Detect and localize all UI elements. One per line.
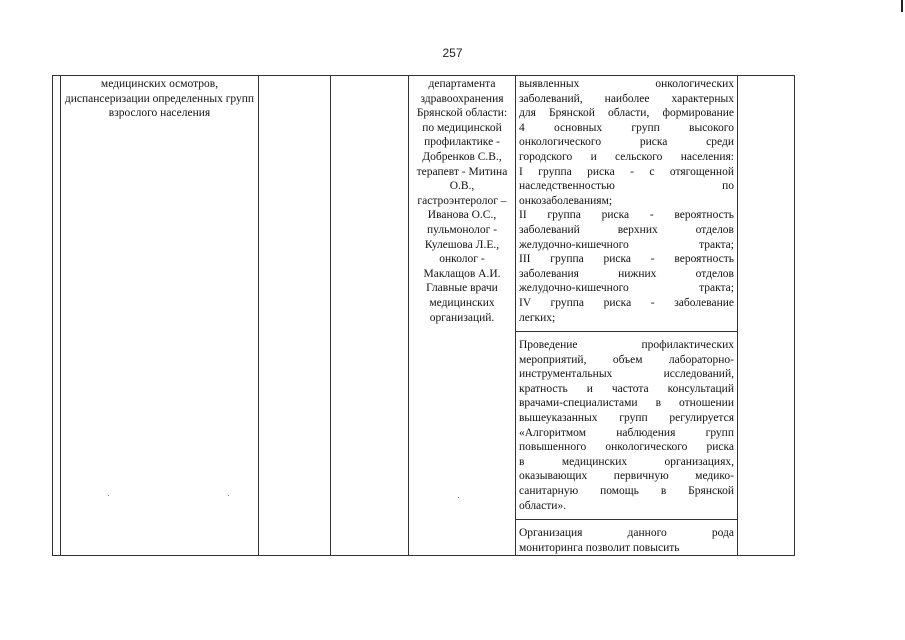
empty-cell-deadline — [259, 76, 331, 556]
text-line: области». — [519, 499, 567, 512]
text-line: II группа риска - вероятность — [519, 209, 734, 222]
text-line: санитарную помощь в Брянской — [519, 485, 734, 498]
text-line: в медицинских организациях, — [519, 455, 734, 468]
responsible-cell — [409, 76, 516, 556]
text-line: мероприятий, объем лабораторно- — [519, 353, 734, 366]
paragraph-divider — [516, 519, 737, 520]
text-line: инструментальных исследований, — [519, 368, 734, 381]
text-line: IV группа риска - заболевание — [519, 296, 734, 309]
scan-speck — [228, 495, 229, 496]
scan-speck — [108, 495, 109, 496]
index-cell — [53, 76, 61, 556]
text-line: мониторинга позволит повысить — [519, 541, 680, 554]
text-line: заболеваний, наиболее характерных — [519, 92, 734, 105]
text-line: врачами-специалистами в отношении — [519, 397, 734, 410]
prevention-paragraph — [519, 338, 734, 513]
text-line: наследственностью по — [519, 180, 734, 193]
result-cell — [516, 76, 738, 556]
text-line: I группа риска - с отягощенной — [519, 165, 734, 178]
text-line: городского и сельского населения: — [519, 150, 734, 163]
text-line: повышенного онкологического риска — [519, 441, 734, 454]
empty-cell-note — [738, 76, 795, 556]
text-line: для Брянской области, формирование — [519, 107, 734, 120]
document-table — [52, 75, 795, 556]
text-line: онкологического риска среди — [519, 136, 734, 149]
risk-groups-paragraph — [519, 77, 734, 325]
text-line: III группа риска - вероятность — [519, 253, 734, 266]
empty-cell-funding — [331, 76, 409, 556]
text-line: вышеуказанных групп регулируется — [519, 412, 734, 425]
text-line: выявленных онкологических — [519, 78, 734, 90]
text-line: кратность и частота консультаций — [519, 382, 734, 395]
page-number: 257 — [442, 46, 463, 60]
text-line: «Алгоритмом наблюдения групп — [519, 426, 734, 439]
text-line: оказывающих первичную медико- — [519, 470, 734, 483]
text-line: Проведение профилактических — [519, 339, 734, 352]
table-row — [53, 76, 795, 556]
event-text: медицинских осмотров, диспансеризации определенных групп взрослого населения — [64, 78, 255, 120]
monitoring-paragraph — [519, 526, 734, 555]
text-line: желудочно-кишечного тракта; — [519, 282, 734, 295]
text-line: заболеваний верхних отделов — [519, 223, 734, 236]
responsible-text: департамента здравоохранения Брянской области: по медицинской профилактике - Добренков С.В., терапевт - Митина О.В., гастроэнтеролог – Иванова О.С., пульмонолог - Кулешова Л.Е., онколог - Маклащов А.И. Главные врачи медицинских организаций. — [416, 78, 508, 324]
event-cell — [61, 76, 259, 556]
text-line: желудочно-кишечного тракта; — [519, 238, 734, 251]
scan-edge-mark — [901, 0, 903, 12]
text-line: Организация данного рода — [519, 527, 734, 540]
text-line: легких; — [519, 311, 556, 324]
paragraph-divider — [516, 331, 737, 332]
text-line: онкозаболеваниям; — [519, 194, 613, 207]
text-line: 4 основных групп высокого — [519, 121, 734, 134]
text-line: заболевания нижних отделов — [519, 267, 734, 280]
scan-speck — [458, 497, 459, 498]
